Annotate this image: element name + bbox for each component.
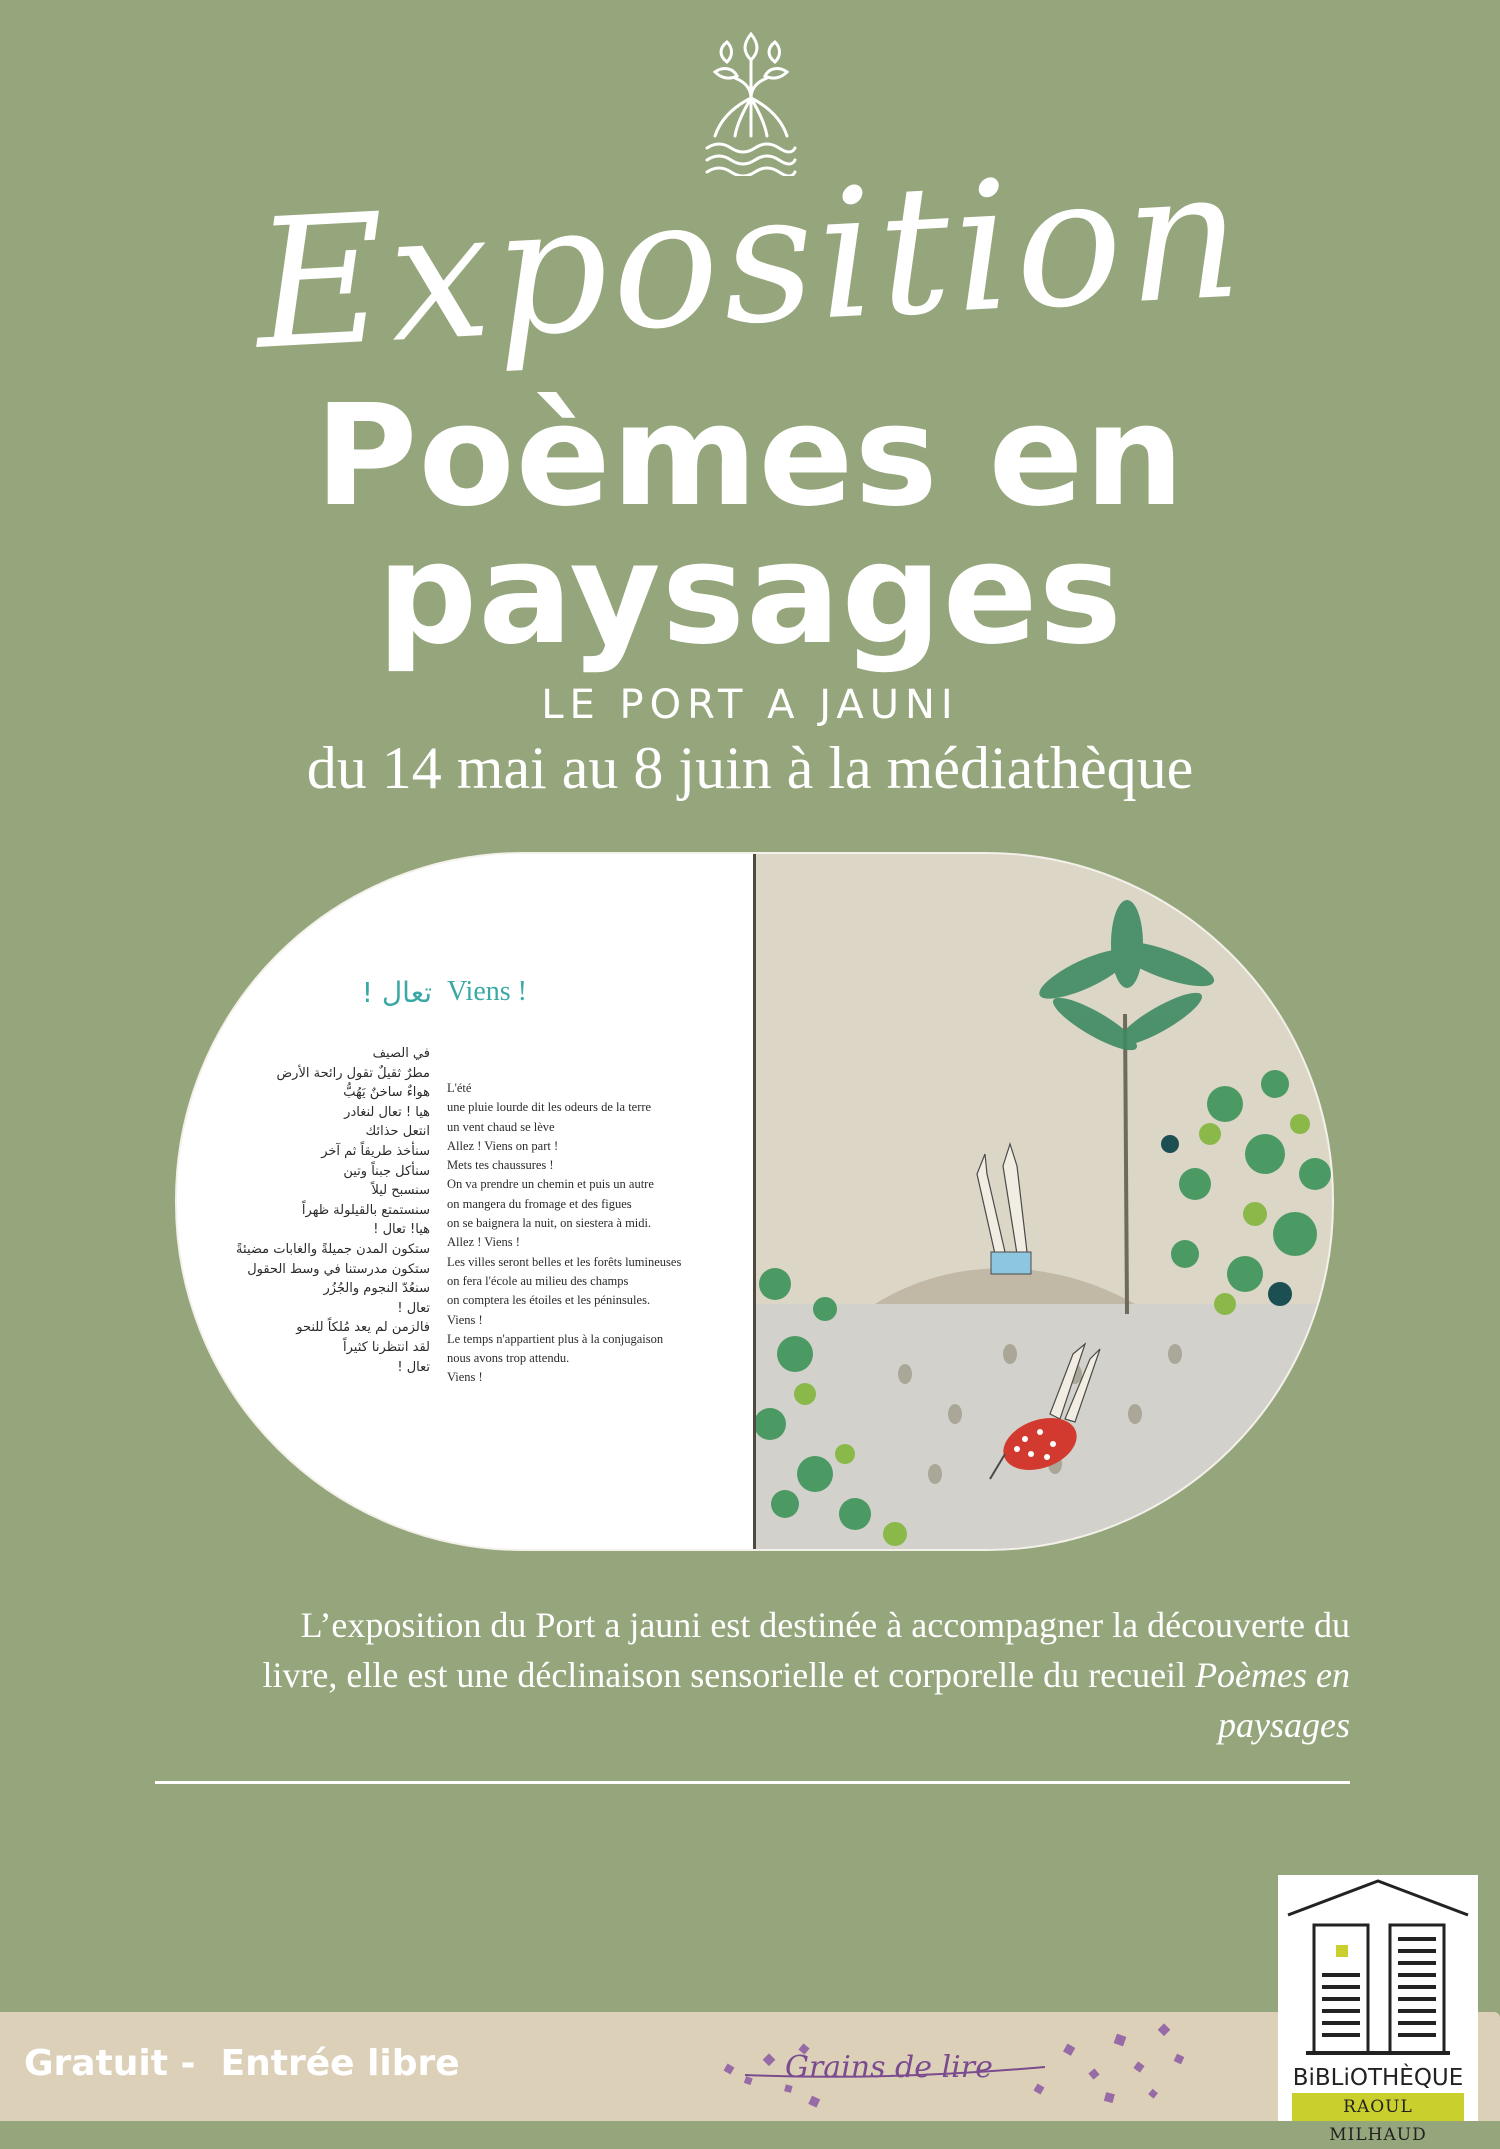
description-text: L’exposition du Port a jauni est destinée à accompagner la découverte du livre, elle est une déclinaison sensorielle et corporelle du recueil xyxy=(262,1605,1350,1695)
arabic-poem-text xyxy=(190,1044,430,1377)
book-spread-image xyxy=(175,852,1334,1551)
main-title-line-1: Poèmes en xyxy=(314,375,1186,538)
book-left-page xyxy=(177,854,755,1549)
landscape-illustration xyxy=(755,854,1332,1549)
french-poem-line: nous avons trop attendu. xyxy=(447,1351,570,1366)
arabic-poem-title: تعال ! xyxy=(361,976,432,1009)
arabic-poem-line: هيا! تعال ! xyxy=(373,1222,430,1238)
french-poem-line: on comptera les étoiles et les péninsules. xyxy=(447,1293,651,1308)
library-logo xyxy=(1278,1875,1478,2145)
french-poem-line: on se baignera la nuit, on siestera à midi. xyxy=(447,1216,652,1231)
french-poem-line: Le temps n'appartient plus à la conjugaison xyxy=(447,1331,664,1346)
arabic-poem-line: لقد انتظرنا كثيراً xyxy=(342,1339,430,1355)
arabic-poem-line: في الصيف xyxy=(372,1046,430,1061)
arabic-poem-line: تعال ! xyxy=(397,1359,430,1375)
french-poem-line: un vent chaud se lève xyxy=(447,1119,555,1134)
arabic-poem-line: تعال ! xyxy=(397,1300,430,1316)
french-poem-title: Viens ! xyxy=(447,976,527,1007)
french-poem-line: Allez ! Viens on part ! xyxy=(447,1138,559,1153)
book-right-page-illustration xyxy=(755,854,1332,1549)
arabic-poem-line: سنعُدّ النجوم والجُزُر xyxy=(323,1281,430,1297)
library-name: BiBLiOTHÈQUE xyxy=(1292,2065,1464,2091)
arabic-poem-line: مطرٌ ثقيلٌ تقول رائحة الأرض xyxy=(276,1065,430,1081)
main-title-line-2: paysages xyxy=(377,513,1123,676)
arabic-poem-line: سنأكل جبناً وتين xyxy=(343,1163,430,1179)
subtitle: LE PORT A JAUNI xyxy=(541,682,959,728)
book-spine xyxy=(753,854,756,1549)
arabic-poem-line: سنسبح ليلاً xyxy=(371,1183,430,1199)
divider-line xyxy=(155,1781,1350,1784)
title-script: Exposition xyxy=(250,130,1250,389)
arabic-poem-line: هواءٌ ساخنٌ يَهُبُّ xyxy=(343,1085,430,1101)
french-poem-line: Mets tes chaussures ! xyxy=(447,1158,554,1173)
arabic-poem-line: هيا ! تعال لنغادر xyxy=(344,1104,430,1120)
grains-de-lire-text: Grains de lire xyxy=(785,2050,993,2085)
french-poem-line: Les villes seront belles et les forêts lumineuses xyxy=(447,1254,682,1269)
library-building-icon xyxy=(1278,1875,1478,2065)
french-poem-line: on mangera du fromage et des figues xyxy=(447,1196,632,1211)
french-poem-line: on fera l'école au milieu des champs xyxy=(447,1273,629,1288)
french-poem-line: On va prendre un chemin et puis un autre xyxy=(447,1177,654,1192)
arabic-poem-line: ستكون مدرستنا في وسط الحقول xyxy=(247,1261,430,1277)
arabic-poem-line: سنستمتع بالقيلولة ظهراً xyxy=(301,1202,430,1218)
french-poem-text xyxy=(447,1079,747,1388)
french-poem-line: Viens ! xyxy=(447,1312,483,1327)
french-poem-line: une pluie lourde dit les odeurs de la terre xyxy=(447,1100,652,1115)
french-poem-line: Allez ! Viens ! xyxy=(447,1235,520,1250)
book-title-italic: Poèmes en paysages xyxy=(1195,1655,1350,1745)
library-subname: RAOUL MILHAUD xyxy=(1292,2093,1464,2121)
arabic-poem-line: فالزمن لم يعد مُلكاً للنحو xyxy=(296,1320,430,1336)
exhibition-dates: du 14 mai au 8 juin à la médiathèque xyxy=(306,735,1194,801)
arabic-poem-line: انتعل حذائك xyxy=(365,1124,430,1140)
exhibition-description xyxy=(230,1600,1350,1750)
french-poem-line: Viens ! xyxy=(447,1370,483,1385)
admission-info: Gratuit - Entrée libre xyxy=(24,2043,460,2084)
french-poem-line: L'été xyxy=(447,1081,472,1095)
arabic-poem-line: سنأخذ طريقاً ثم آخر xyxy=(321,1143,430,1159)
arabic-poem-line: ستكون المدن جميلةً والغابات مضيئةً xyxy=(236,1241,430,1257)
